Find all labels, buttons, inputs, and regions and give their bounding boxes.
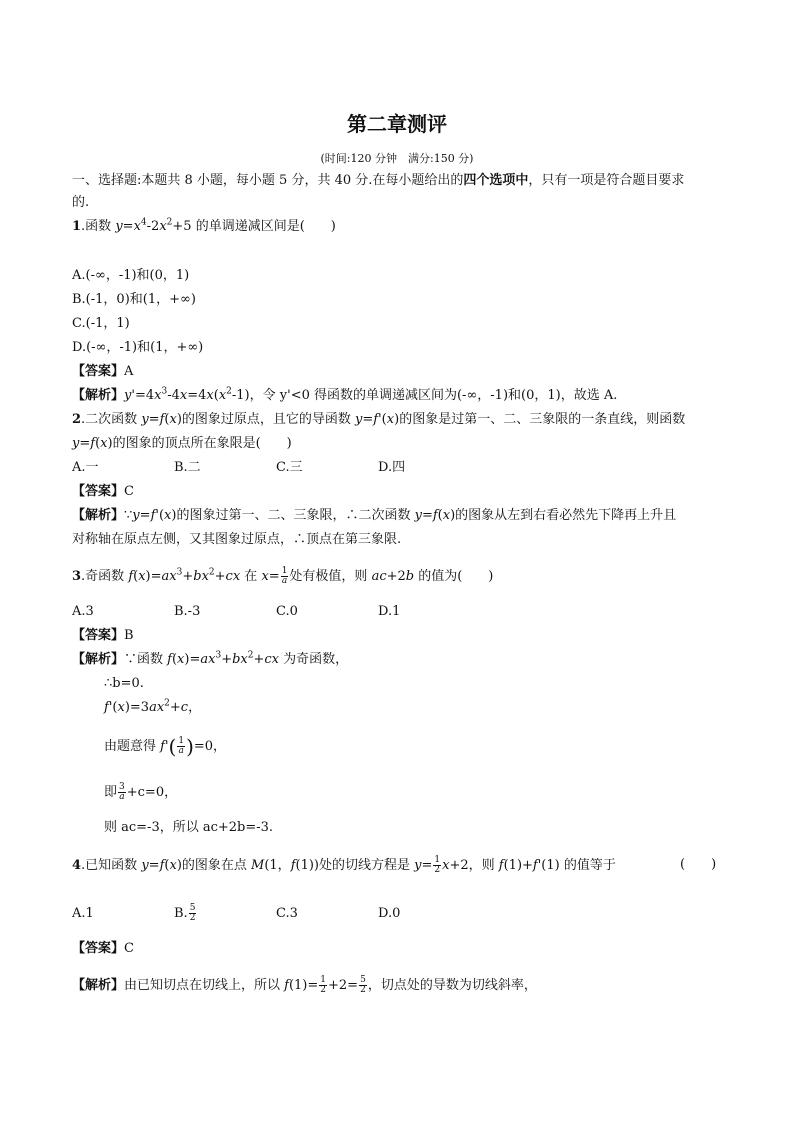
- q1-option-d: D.(-∞，-1)和(1，+∞): [72, 340, 204, 355]
- q2-answer: 【答案】C: [72, 484, 134, 499]
- q3-analysis: 【解析】∵函数 $f(x)=ax^3+bx^2+cx$ 为奇函数，: [72, 650, 349, 667]
- q3-answer: 【答案】B: [72, 628, 134, 643]
- q1-answer: 【答案】A: [72, 364, 134, 379]
- q3-analysis-2: ∴b=0.: [104, 676, 144, 691]
- fraction: $\frac{1}{a}$: [178, 736, 185, 756]
- fraction: $\frac{5}{2}$: [189, 903, 196, 923]
- q3-options: A.3 B.-3 C.0 D.1: [72, 604, 401, 619]
- q3-analysis-6: 则 ac=-3，所以 ac+2b=-3.: [104, 820, 274, 835]
- fraction: $\frac{1}{a}$: [281, 566, 288, 586]
- fraction: $\frac{1}{2}$: [320, 975, 327, 995]
- page-title: 第二章测评: [347, 112, 447, 136]
- fraction: $\frac{5}{2}$: [360, 975, 366, 995]
- section-intro: 一、选择题:本题共 8 小题，每小题 5 分，共 40 分.在每小题给出的四个选项中，只有一项是符合题目要求: [72, 173, 685, 188]
- q3-analysis-5: 即 $\frac{3}{a}$ +c=0，: [104, 782, 178, 802]
- q2-analysis: 【解析】∵y=f'(x)的图象过第一、二、三象限，∴二次函数 y=f(x)的图象从左到右看必然先下降再上升且: [72, 508, 677, 523]
- q4-analysis: 【解析】由已知切点在切线上，所以 f(1)= $\frac{1}{2}$ +2= $\frac{5}{2}$ ，切点处的导数为切线斜率，: [72, 975, 537, 995]
- q1-analysis: 【解析】$y'=4x^3-4x=4x(x^2-1)$，令 y'<0 得函数的单调递减区间为(-∞，-1)和(0，1)，故选 A.: [72, 386, 618, 403]
- q3-analysis-3: $f'(x)=3ax^2+c$，: [104, 698, 202, 715]
- q4-stem: 4.已知函数 y=f(x)的图象在点 M(1，f(1))处的切线方程是 y= $\frac{1}{2}$ x+2，则 f(1)+f'(1) 的值等于: [72, 855, 616, 875]
- q1-stem: 1.函数 $y=x^4-2x^2+5$ 的单调递减区间是( ): [72, 217, 336, 234]
- q4-options: A.1 B. $\frac{5}{2}$ C.3 D.0: [72, 903, 401, 923]
- fraction: $\frac{3}{a}$: [119, 782, 125, 802]
- q1-option-a: A.(-∞，-1)和(0，1): [72, 268, 190, 283]
- page-subtitle: (时间:120 分钟 满分:150 分): [320, 152, 474, 165]
- q1-option-c: C.(-1，1): [72, 316, 130, 331]
- q4-answer: 【答案】C: [72, 941, 134, 956]
- section-intro-2: 的.: [72, 195, 90, 210]
- q2-analysis-2: 对称轴在原点左侧，又其图象过原点，∴顶点在第三象限.: [72, 532, 402, 547]
- q3-stem: 3.奇函数 $f(x)=ax^3+bx^2+cx$ 在 x= $\frac{1}{a}$ 处有极值，则 ac+2b 的值为( ): [72, 566, 494, 586]
- fraction: $\frac{1}{2}$: [434, 855, 441, 875]
- q1-option-b: B.(-1，0)和(1，+∞): [72, 292, 196, 307]
- q2-options: A.一 B.二 C.三 D.四: [72, 460, 406, 475]
- q3-analysis-4: 由题意得 f'( $\frac{1}{a}$ )=0，: [104, 734, 227, 759]
- q2-stem-2: y=f(x)的图象的顶点所在象限是( ): [72, 436, 292, 451]
- q4-paren: ( ): [680, 857, 717, 872]
- q2-stem: 2.二次函数 y=f(x)的图象过原点，且它的导函数 y=f'(x)的图象是过第一、二、三象限的一条直线，则函数: [72, 412, 686, 427]
